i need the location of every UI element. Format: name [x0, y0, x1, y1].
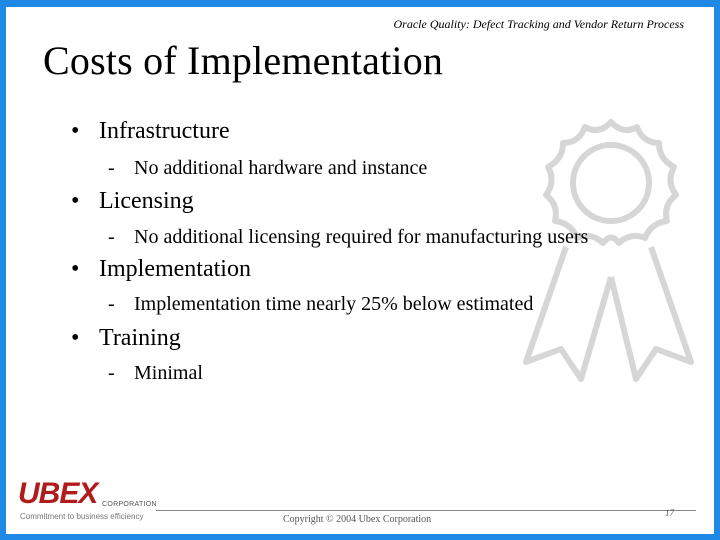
- sub-bullet-implementation: [108, 293, 533, 316]
- header-subtitle: Oracle Quality: Defect Tracking and Vendor Return Process: [393, 17, 684, 31]
- sub-bullet-text: Implementation time nearly 25% below estimated: [134, 293, 534, 315]
- sub-bullet-symbol: -: [108, 362, 115, 384]
- bullet-symbol: •: [71, 325, 80, 351]
- bullet-item-infrastructure: [71, 118, 230, 145]
- award-ribbon-icon: [511, 117, 714, 382]
- sub-bullet-training: [108, 362, 203, 385]
- sub-bullet-symbol: -: [108, 157, 115, 179]
- bullet-label: Licensing: [99, 188, 194, 214]
- bullet-item-licensing: [71, 188, 194, 215]
- sub-bullet-licensing: [108, 226, 588, 249]
- sub-bullet-text: Minimal: [134, 362, 203, 384]
- bullet-symbol: •: [71, 256, 80, 282]
- copyright-text: Copyright © 2004 Ubex Corporation: [283, 514, 432, 525]
- bullet-symbol: •: [71, 118, 80, 144]
- bullet-label: Infrastructure: [99, 118, 230, 144]
- logo-tagline: Commitment to business efficiency: [20, 512, 144, 521]
- bullet-item-implementation: [71, 256, 251, 283]
- sub-bullet-infrastructure: [108, 157, 427, 180]
- page-title: Costs of Implementation: [43, 38, 444, 83]
- sub-bullet-text: No additional hardware and instance: [134, 157, 428, 179]
- sub-bullet-symbol: -: [108, 226, 115, 248]
- sub-bullet-text: No additional licensing required for manufacturing users: [134, 226, 589, 248]
- bullet-label: Implementation: [99, 256, 251, 282]
- footer-divider: [156, 510, 696, 511]
- sub-bullet-symbol: -: [108, 293, 115, 315]
- logo-corporation-text: CORPORATION: [102, 501, 157, 508]
- bullet-symbol: •: [71, 188, 80, 214]
- bullet-label: Training: [99, 325, 181, 351]
- company-logo: UBEX: [18, 477, 98, 510]
- slide: [6, 7, 714, 534]
- page-number: 17: [665, 508, 674, 518]
- bullet-item-training: [71, 325, 181, 352]
